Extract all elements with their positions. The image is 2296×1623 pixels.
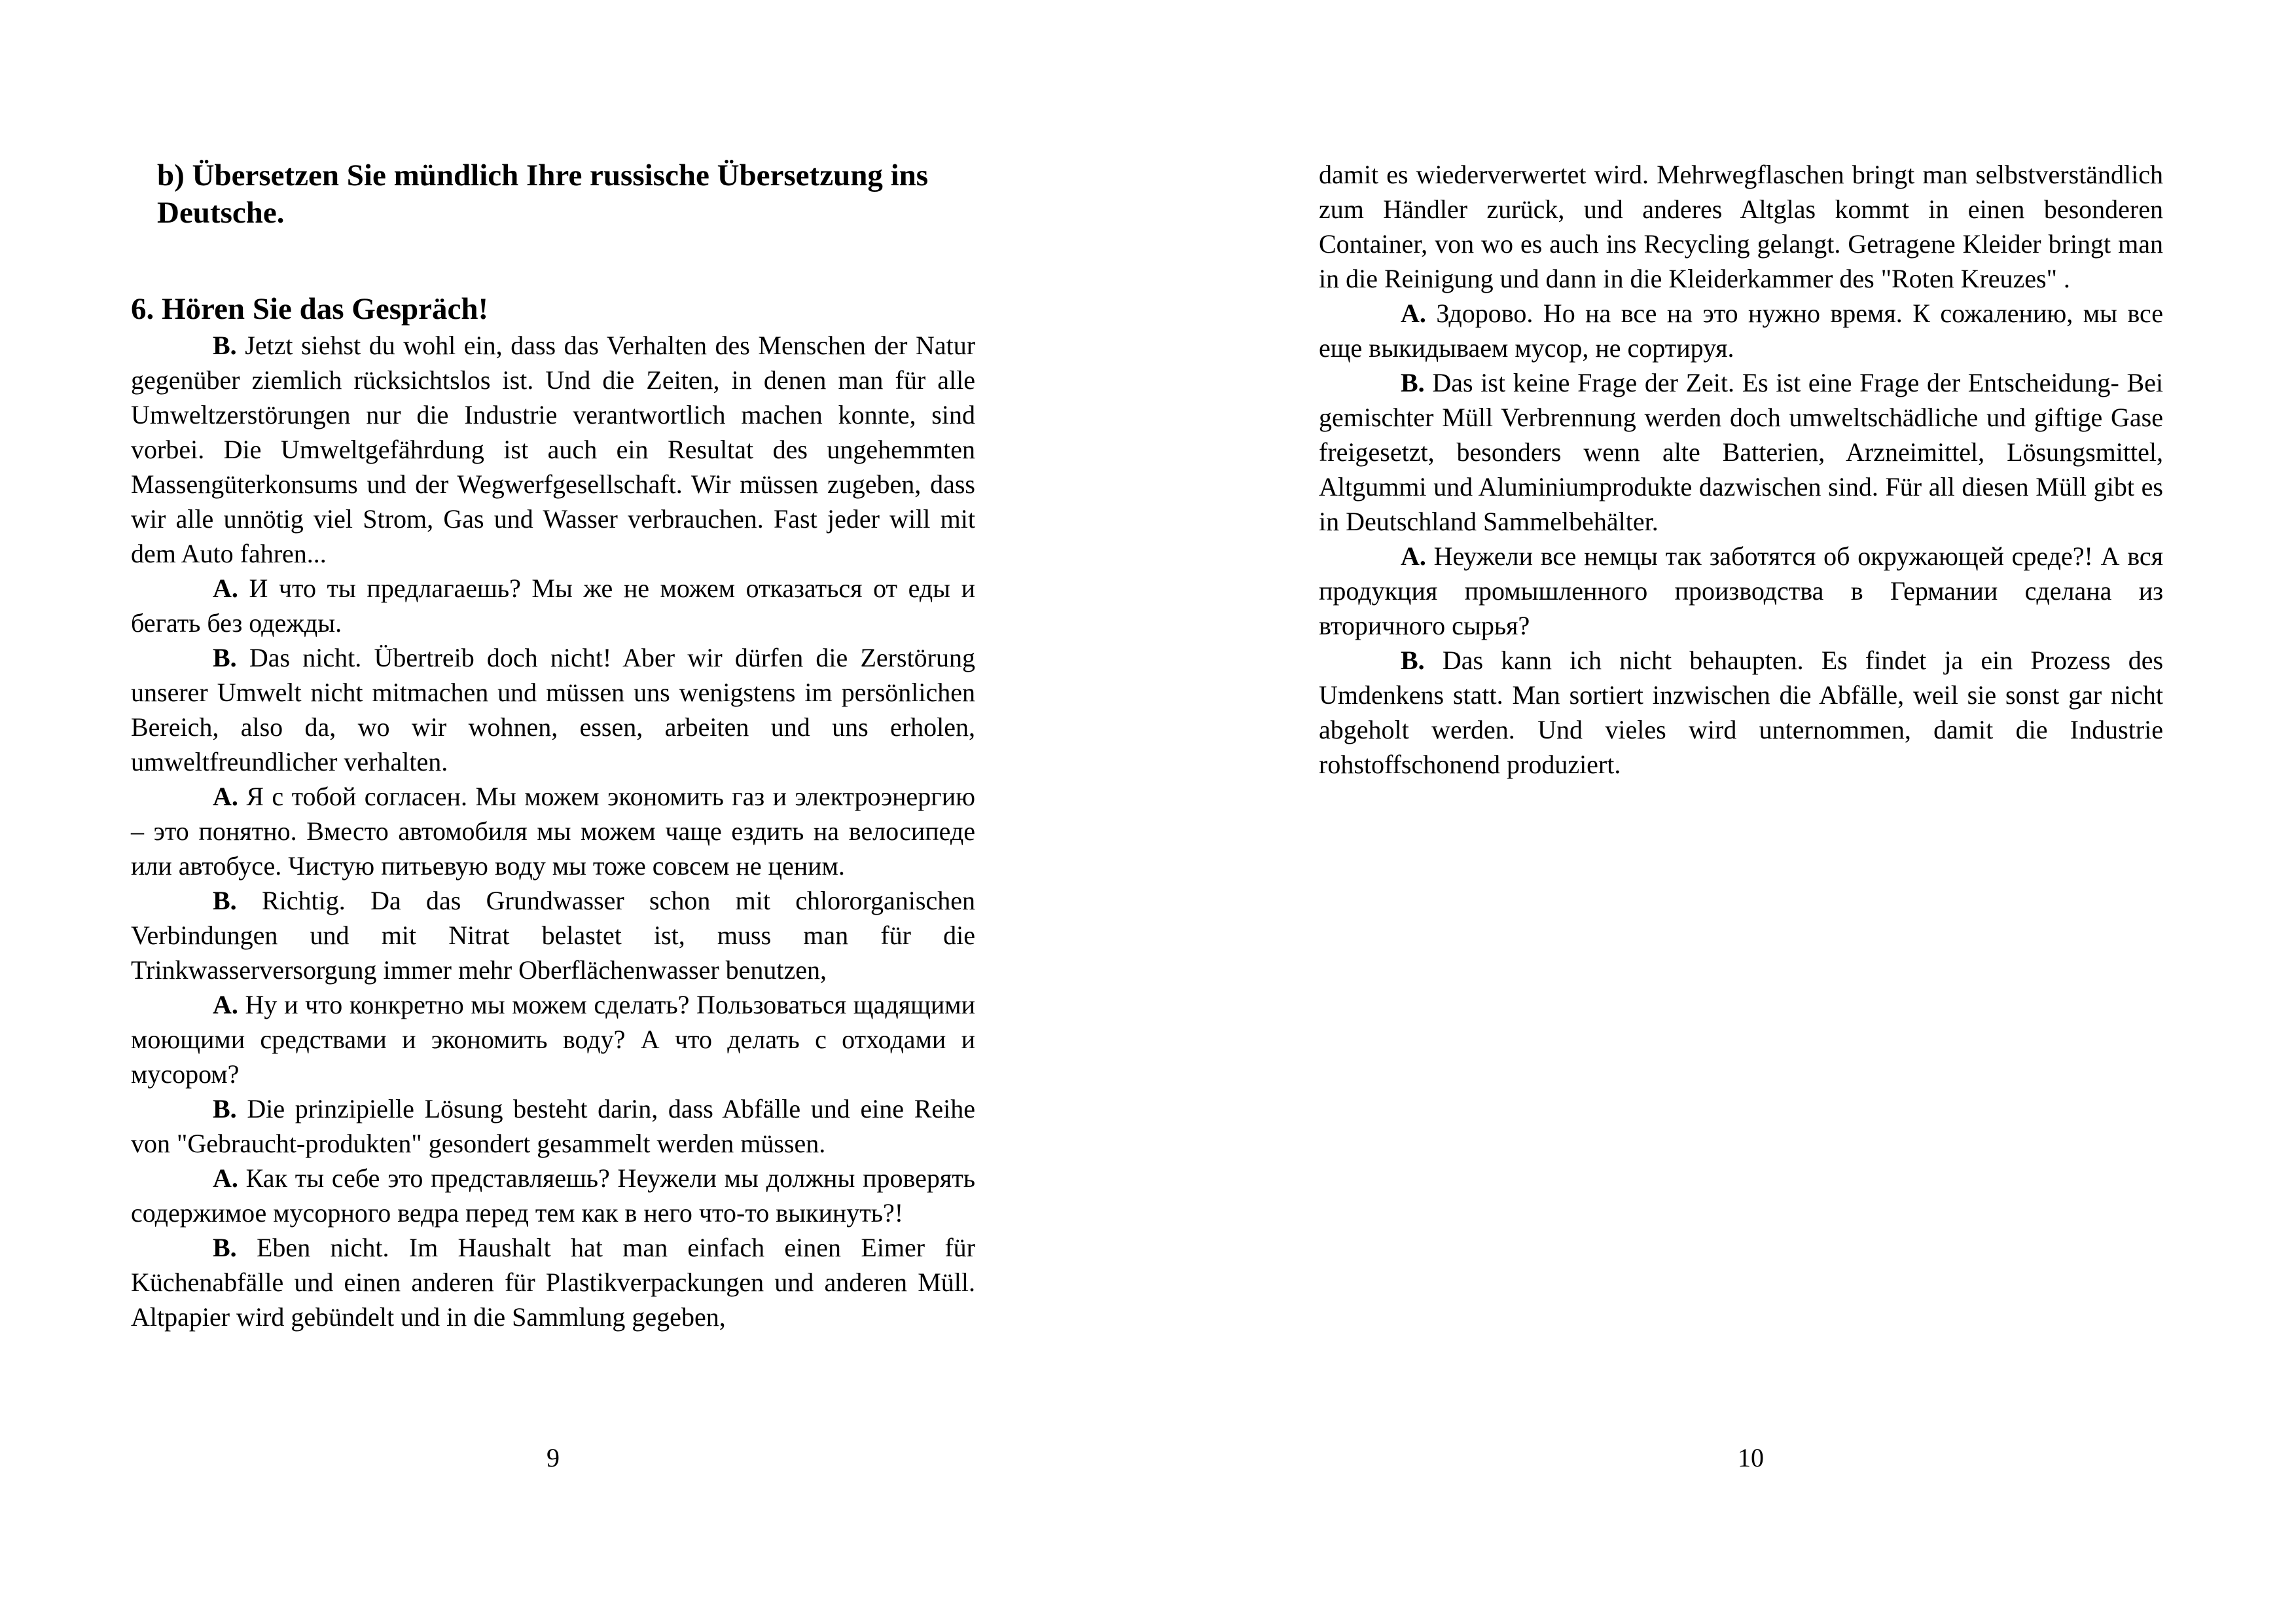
continuation-paragraph: damit es wiederverwertet wird. Mehrwegflaschen bringt man selbstverständlich zum Händler zurück, und anderes Altglas kommt in einen besonderen Container, von wo es auch ins Recycling gelangt. Getragene Kleider bringt man in die Reinigung und dann in die Kleiderkammer des "Roten Kreuzes" . (1319, 160, 2163, 293)
dialogue-text: Здорово. Но на все на это нужно время. К сожалению, мы все еще выкидываем мусор, не сортируя. (1319, 299, 2163, 363)
dialogue-text: Неужели все немцы так заботятся об окружающей среде?! А вся продукция промышленного производства в Германии сделана из вторичного сырья? (1319, 541, 2164, 640)
subtask-heading-line-1: b) Übersetzen Sie mündlich Ihre russische Übersetzung ins (157, 158, 929, 192)
speaker-label: A. (213, 1163, 238, 1193)
speaker-label: B. (213, 1094, 237, 1123)
dialogue-text: Как ты себе это представляешь? Неужели мы должны проверять содержимое мусорного ведра перед тем как в него что-то выкинуть?! (131, 1163, 976, 1228)
subtask-heading-line-2: Deutsche. (157, 196, 285, 230)
dialogue-text: Das nicht. Übertreib doch nicht! Aber wir dürfen die Zerstörung unserer Umwelt nicht mitmachen und müssen uns wenigstens im persönlichen Bereich, also da, wo wir wohnen, essen, arbeiten und uns erholen, umweltfreundlicher verhalten. (131, 643, 975, 776)
speaker-label: B. (1401, 368, 1425, 397)
speaker-label: B. (1401, 646, 1425, 675)
dialogue-paragraph (131, 328, 975, 571)
dialogue-paragraph (131, 571, 975, 640)
dialogue-paragraph (131, 1230, 975, 1334)
page-number-left: 9 (547, 1443, 560, 1472)
left-page (131, 0, 975, 1334)
dialogue-paragraph (131, 883, 975, 987)
speaker-label: A. (1401, 299, 1426, 328)
dialogue-text: Die prinzipielle Lösung besteht darin, dass Abfälle und eine Reihe von "Gebraucht-produkten" gesondert gesammelt werden müssen. (131, 1094, 975, 1158)
dialogue-paragraph (131, 640, 975, 779)
right-page (1319, 0, 2163, 782)
dialogue-text: Richtig. Da das Grundwasser schon mit chlororganischen Verbindungen und mit Nitrat belastet ist, muss man für die Trinkwasserversorgung immer mehr Oberflächenwasser benutzen, (131, 886, 975, 985)
dialogue-text: Ну и что конкретно мы можем сделать? Пользоваться щадящими моющими средствами и экономить воду? А что делать с отходами и мусором? (131, 990, 975, 1089)
speaker-label: A. (1401, 541, 1426, 571)
dialogue-text: Das kann ich nicht behaupten. Es findet ja ein Prozess des Umdenkens statt. Man sortiert inzwischen die Abfälle, weil sie sonst gar nicht abgeholt werden. Und vieles wird unternommen, damit die Industrie rohstoffschonend produziert. (1319, 646, 2164, 779)
dialogue-paragraph (131, 987, 975, 1091)
subtask-heading (157, 157, 982, 232)
speaker-label: B. (213, 1233, 237, 1262)
dialogue-text: Я с тобой согласен. Мы можем экономить газ и электроэнергию – это понятно. Вместо автомобиля мы можем чаще ездить на велосипеде или автобусе. Чистую питьевую воду мы тоже совсем не ценим. (131, 782, 975, 881)
dialogue-text: Jetzt siehst du wohl ein, dass das Verhalten des Menschen der Natur gegenüber ziemlich rücksichtslos ist. Und die Zeiten, in denen man für alle Umweltzerstörungen nur die Industrie verantwortlich machen konnte, sind vorbei. Die Umweltgefährdung ist auch ein Resultat des ungehemmten Massengüterkonsums und der Wegwerfgesellschaft. Wir müssen zugeben, dass wir alle unnötig viel Strom, Gas und Wasser verbrauchen. Fast jeder will mit dem Auto fahren... (131, 331, 976, 568)
speaker-label: B. (213, 331, 237, 360)
dialogue-text: Das ist keine Frage der Zeit. Es ist eine Frage der Entscheidung- Bei gemischter Müll Verbrennung werden doch umweltschädliche und giftige Gase freigesetzt, besonders wenn alte Batterien, Arzneimittel, Lösungsmittel, Altgummi und Aluminiumprodukte dazwischen sind. Für all diesen Müll gibt es in Deutschland Sammelbehälter. (1319, 368, 2164, 536)
section-heading: 6. Hören Sie das Gespräch! (131, 292, 489, 326)
speaker-label: B. (213, 643, 237, 672)
speaker-label: A. (213, 574, 238, 603)
speaker-label: A. (213, 782, 238, 811)
page-number-right: 10 (1738, 1443, 1764, 1472)
speaker-label: A. (213, 990, 238, 1019)
dialogue-paragraph (1319, 296, 2163, 365)
dialogue-paragraph (131, 1091, 975, 1161)
dialogue-text: И что ты предлагаешь? Мы же не можем отказаться от еды и бегать без одежды. (131, 574, 976, 638)
dialogue-paragraph (1319, 365, 2163, 539)
dialogue-paragraph (131, 779, 975, 883)
dialogue-paragraph (1319, 643, 2163, 782)
dialogue-paragraph (1319, 539, 2163, 643)
dialogue-paragraph (131, 1161, 975, 1230)
speaker-label: B. (213, 886, 237, 915)
dialogue-text: Eben nicht. Im Haushalt hat man einfach einen Eimer für Küchenabfälle und einen anderen für Plastikverpackungen und anderen Müll. Altpapier wird gebündelt und in die Sammlung gegeben, (131, 1233, 975, 1332)
